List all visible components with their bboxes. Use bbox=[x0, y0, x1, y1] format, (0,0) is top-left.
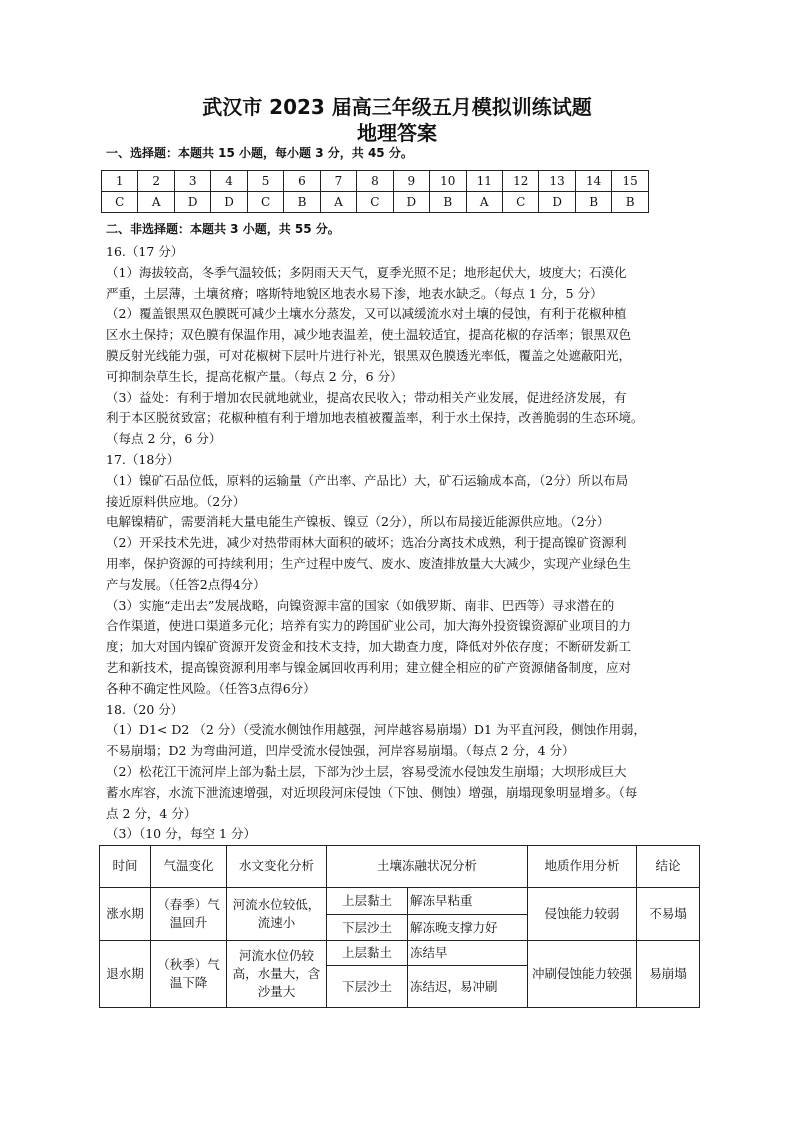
cell-rise-lower-state: 解冻晚支撑力好 bbox=[408, 915, 528, 940]
cell-fall-period: 退水期 bbox=[100, 940, 151, 1007]
answer-cell: C bbox=[357, 192, 393, 213]
question-number-cell: 4 bbox=[211, 171, 247, 192]
answer-cell: C bbox=[502, 192, 538, 213]
answer-cell: B bbox=[284, 192, 320, 213]
answer-cell: D bbox=[539, 192, 575, 213]
answer-line: 16.（17 分） bbox=[106, 244, 184, 259]
answer-line: 接近原料供应地。（2分） bbox=[106, 493, 246, 509]
answer-line: 电解镍精矿，需要消耗大量电能生产镍板、镍豆（2分），所以布局接近能源供应地。（2分） bbox=[106, 514, 610, 530]
cell-fall-conclusion: 易崩塌 bbox=[637, 940, 700, 1007]
section1-heading: 一、选择题：本题共 15 小题，每小题 3 分，共 45 分。 bbox=[106, 146, 413, 160]
cell-rise-upper-layer: 上层黏土 bbox=[327, 887, 408, 915]
question18-table bbox=[99, 845, 700, 1008]
question-number-cell: 10 bbox=[430, 171, 466, 192]
table-header-row bbox=[100, 846, 700, 888]
answer-line: 17.（18分） bbox=[106, 451, 180, 467]
header-geo: 地质作用分析 bbox=[528, 846, 637, 888]
header-hydro: 水文变化分析 bbox=[227, 846, 327, 888]
question-number-cell: 2 bbox=[138, 171, 174, 192]
cell-rise-upper-state: 解冻早粘重 bbox=[408, 887, 528, 915]
answer-cell: C bbox=[247, 192, 283, 213]
question-number-cell: 7 bbox=[320, 171, 356, 192]
question-number-cell: 15 bbox=[612, 171, 649, 192]
answer-cell: A bbox=[320, 192, 356, 213]
answer-line: 18.（20 分） bbox=[106, 701, 184, 717]
answer-line: 利于本区脱贫致富；花椒种植有利于增加地表植被覆盖率，利于水土保持，改善脆弱的生态环境。 bbox=[106, 410, 644, 426]
answer-row bbox=[102, 192, 649, 213]
answer-line: （1）D1< D2 （2 分）（受流水侧蚀作用越强，河岸越容易崩塌）D1 为平直河段，侧蚀作用弱， bbox=[106, 722, 646, 738]
cell-rise-hydro: 河流水位较低，流速小 bbox=[227, 887, 327, 940]
question-number-cell: 12 bbox=[502, 171, 538, 192]
question-number-cell: 5 bbox=[247, 171, 283, 192]
cell-rise-temp: （春季）气温回升 bbox=[151, 887, 227, 940]
answer-line: 艺和新技术，提高镍资源利用率与镍金属回收再利用；建立健全相应的矿产资源储备制度，应对 bbox=[106, 659, 632, 675]
question-number-row bbox=[102, 171, 649, 192]
answer-cell: C bbox=[102, 192, 138, 213]
table-row bbox=[100, 940, 700, 965]
page-title: 武汉市 2023 届高三年级五月模拟训练试题 bbox=[202, 95, 592, 119]
answer-cell: D bbox=[393, 192, 429, 213]
answer-line: 可抑制杂草生长，提高花椒产量。（每点 2 分，6 分） bbox=[106, 368, 403, 384]
answer-line: 膜反射光线能力强，可对花椒树下层叶片进行补光，银黑双色膜透光率低，覆盖之处遮蔽阳光， bbox=[106, 347, 632, 363]
answer-line: （2）覆盖银黑双色膜既可减少土壤水分蒸发，又可以减缓流水对土壤的侵蚀，有利于花椒种植 bbox=[106, 306, 627, 322]
answer-line: （2）开采技术先进，减少对热带雨林大面积的破坏；选冶分离技术成熟，利于提高镍矿资源利 bbox=[106, 535, 627, 551]
answer-line: 合作渠道，使进口渠道多元化；培养有实力的跨国矿业公司，加大海外投资镍资源矿业项目的力 bbox=[106, 618, 632, 634]
answer-line: （1）海拔较高，冬季气温较低；多阴雨天天气，夏季光照不足；地形起伏大，坡度大；石漠化 bbox=[106, 264, 627, 280]
question-number-cell: 1 bbox=[102, 171, 138, 192]
section2-heading: 二、非选择题：本题共 3 小题，共 55 分。 bbox=[106, 222, 340, 236]
answer-cell: A bbox=[138, 192, 174, 213]
question-number-cell: 11 bbox=[466, 171, 502, 192]
header-temp: 气温变化 bbox=[151, 846, 227, 888]
answer-line: （3）益处：有利于增加农民就地就业，提高农民收入；带动相关产业发展，促进经济发展，有 bbox=[106, 389, 627, 405]
answer-line: 严重，土层薄，土壤贫瘠；喀斯特地貌区地表水易下渗，地表水缺乏。（每点 1 分，5 分） bbox=[106, 285, 603, 301]
question-number-cell: 14 bbox=[575, 171, 611, 192]
page-subtitle: 地理答案 bbox=[357, 121, 437, 145]
table-row bbox=[100, 887, 700, 915]
answer-line: 产与发展。（任答2点得4分） bbox=[106, 576, 266, 592]
answer-line: （3）（10 分，每空 1 分） bbox=[106, 826, 256, 842]
question-number-cell: 3 bbox=[174, 171, 210, 192]
answer-line: 各种不确定性风险。（任答3点得6分） bbox=[106, 680, 316, 696]
question-number-cell: 9 bbox=[393, 171, 429, 192]
cell-fall-hydro: 河流水位仍较高，水量大，含沙量大 bbox=[227, 940, 327, 1007]
answer-line: 点 2 分，4 分） bbox=[106, 805, 197, 821]
question-number-cell: 13 bbox=[539, 171, 575, 192]
cell-fall-geo: 冲刷侵蚀能力较强 bbox=[528, 940, 637, 1007]
answer-line: （每点 2 分，6 分） bbox=[106, 431, 222, 447]
header-time: 时间 bbox=[100, 846, 151, 888]
answer-cell: A bbox=[466, 192, 502, 213]
answer-line: 区水土保持；双色膜有保温作用，减少地表温差，使土温较适宜，提高花椒的存活率；银黑双色 bbox=[106, 327, 632, 343]
answer-line: 用率，保护资源的可持续利用；生产过程中废气、废水、废渣排放量大大减少，实现产业绿色生 bbox=[106, 555, 632, 571]
answer-line: （2）松花江干流河岸上部为黏土层，下部为沙土层，容易受流水侵蚀发生崩塌；大坝形成巨大 bbox=[106, 763, 627, 779]
cell-fall-lower-layer: 下层沙土 bbox=[327, 966, 408, 1008]
answer-cell: D bbox=[211, 192, 247, 213]
answer-line: 蓄水库容，水流下泄流速增强，对近坝段河床侵蚀（下蚀、侧蚀）增强，崩塌现象明显增多。（每 bbox=[106, 784, 638, 800]
answer-line: （1）镍矿石品位低，原料的运输量（产出率、产品比）大，矿石运输成本高，（2分）所以布局 bbox=[106, 472, 629, 488]
cell-rise-geo: 侵蚀能力较弱 bbox=[528, 887, 637, 940]
cell-fall-upper-state: 冻结早 bbox=[408, 940, 528, 965]
choice-answer-table bbox=[101, 170, 649, 213]
cell-fall-temp: （秋季）气温下降 bbox=[151, 940, 227, 1007]
cell-rise-lower-layer: 下层沙土 bbox=[327, 915, 408, 940]
answer-line: 度；加大对国内镍矿资源开发资金和技术支持，加大勘查力度，降低对外依存度；不断研发新工 bbox=[106, 639, 632, 655]
cell-fall-lower-state: 冻结迟，易冲刷 bbox=[408, 966, 528, 1008]
answer-line: （3）实施“走出去”发展战略，向镍资源丰富的国家（如俄罗斯、南非、巴西等）寻求潜在的 bbox=[106, 597, 615, 613]
question-number-cell: 8 bbox=[357, 171, 393, 192]
cell-fall-upper-layer: 上层黏土 bbox=[327, 940, 408, 965]
answer-line: 不易崩塌；D2 为弯曲河道，凹岸受流水侵蚀强，河岸容易崩塌。（每点 2 分，4 分） bbox=[106, 743, 575, 759]
answer-cell: B bbox=[612, 192, 649, 213]
header-conclusion: 结论 bbox=[637, 846, 700, 888]
answer-cell: B bbox=[430, 192, 466, 213]
cell-rise-period: 涨水期 bbox=[100, 887, 151, 940]
answer-cell: B bbox=[575, 192, 611, 213]
answer-cell: D bbox=[174, 192, 210, 213]
cell-rise-conclusion: 不易塌 bbox=[637, 887, 700, 940]
header-soil: 土壤冻融状况分析 bbox=[327, 846, 528, 888]
answer-body bbox=[106, 242, 696, 845]
question-number-cell: 6 bbox=[284, 171, 320, 192]
